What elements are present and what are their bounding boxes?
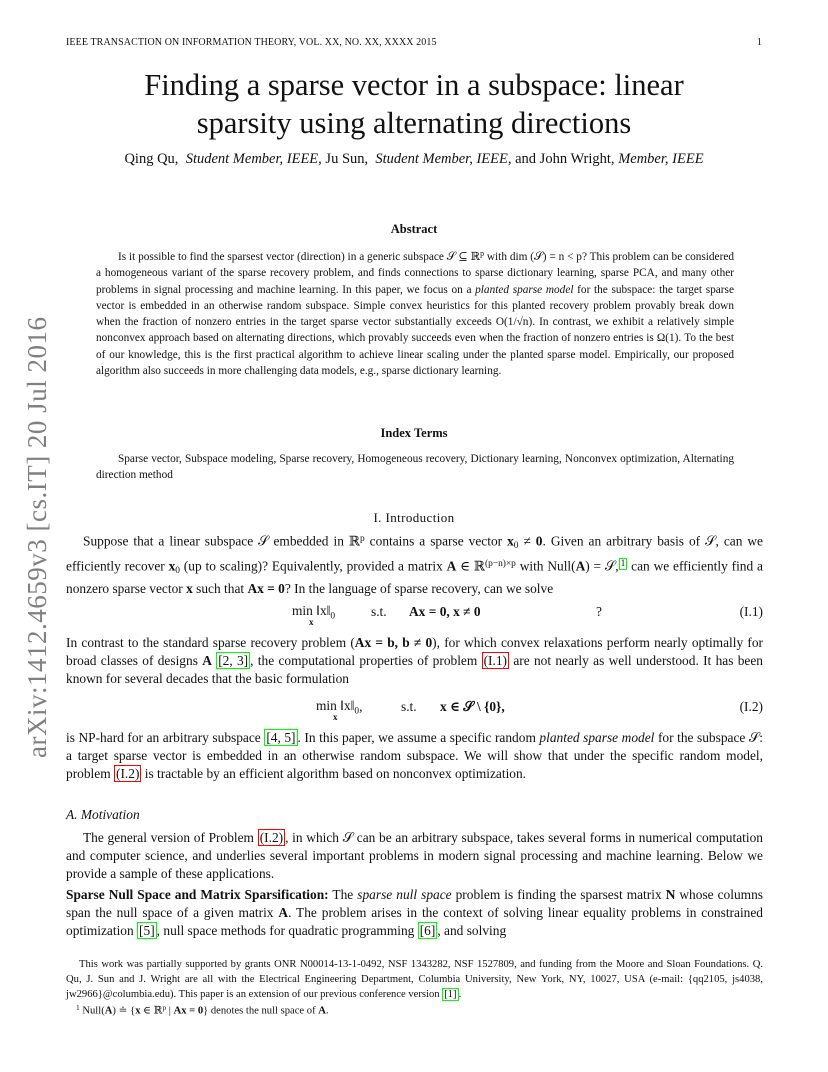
grant-footnote: This work was partially supported by grants ONR N00014-13-1-0492, NSF 1343282, NSF 1527809, and funding from the Moore and Sloan Foundations. Q. Qu, J. Sun and J. Wright are all with the Electrical Engineering Department, Columbia University, New York, NY, 10027, USA (e-mail: {qq2105, js4038, jw2966}@columbia.edu). This paper is an extension of our previous conference version [1] . [66, 959, 763, 1000]
author-1-role: Student Member, IEEE, [185, 151, 322, 167]
intro-paragraph-2: In contrast to the standard sparse recovery problem (Ax = b, b ≠ 0), for which convex relaxations perform nearly optimally for broad classes of designs A [2, 3] , the computational properties of problem (I.1) are not nearly as well understood. It has been known for several decades that the basic formulation [66, 635, 763, 686]
author-list [60, 151, 768, 168]
abstract-heading: Abstract [390, 222, 438, 236]
author-2: Ju Sun, [325, 151, 369, 167]
running-header [66, 37, 762, 48]
citation-4-5[interactable]: [4, 5] [266, 730, 296, 745]
eq1-question: ? [596, 604, 602, 619]
journal-header: IEEE TRANSACTION ON INFORMATION THEORY, VOL. XX, NO. XX, XXXX 2015 [66, 37, 437, 48]
author-1: Qing Qu, [124, 151, 179, 167]
index-terms-heading: Index Terms [380, 426, 448, 440]
ref-eq-I-1[interactable]: (I.1) [483, 653, 508, 668]
motivation-heading: A. Motivation [66, 807, 140, 822]
intro-paragraph-3: is NP-hard for an arbitrary subspace [4, 5] . In this paper, we assume a specific random planted sparse model for the subspace 𝒮: a target sparse vector is embedded in an otherwise random subspace. We will show that under the specific random model, problem (I.2) is tractable by an efficient algorithm based on nonconvex optimization. [66, 730, 763, 781]
author-2-role: Student Member, IEEE, [375, 151, 512, 167]
motivation-paragraph-1: The general version of Problem (I.2) , in which 𝒮 can be an arbitrary subspace, takes several forms in numerical computation and computer science, and underlies several important problems in modern signal processing and machine learning. Below we provide a sample of these applications. [66, 830, 763, 881]
title-line-1: Finding a sparse vector in a subspace: linear [144, 68, 684, 102]
abstract-body: Is it possible to find the sparsest vector (direction) in a generic subspace 𝒮 ⊆ ℝ$^p$ with dim (𝒮) = n < p? This problem can be considered a homogeneous variant of the sparse recovery problem, and finds connections to sparse dictionary learning, sparse PCA, and many other problems in signal processing and machine learning. In this paper, we focus on a planted sparse model for the subspace: the target sparse vector is embedded in an otherwise random subspace. Simple convex heuristics for this planted recovery problem provably break down when the fraction of nonzero entries in the target sparse vector substantially exceeds O(1/√n). In contrast, we exhibit a relatively simple nonconvex approach based on alternating directions, which provably succeeds even when the fraction of nonzero entries is Ω(1). To the best of our knowledge, this is the first practical algorithm to achieve linear scaling under the planted sparse model. Empirically, our proposed algorithm also succeeds in more challenging data models, e.g., sparse dictionary learning. [96, 249, 734, 378]
author-3: and John Wright, [515, 151, 615, 167]
author-3-role: Member, IEEE [618, 151, 704, 167]
equation-I-1 [66, 604, 763, 634]
eq1-constraint: Ax = 0, x ≠ 0 [409, 604, 481, 619]
footnote-1-link[interactable]: 1 [620, 559, 626, 570]
ref-eq-I-2[interactable]: (I.2) [115, 766, 140, 781]
eq2-st: s.t. [401, 699, 417, 714]
intro-paragraph-1: Suppose that a linear subspace 𝒮 embedded in ℝ$^p$ contains a sparse vector $x_0 \ne 0$. Given an arbitrary basis of 𝒮, can we efficiently recover $x_0$ (up to scaling)? Equivalently, provided a matrix A ∈ ℝ$^{(p-n)\times p}$ with Null(A) = 𝒮, $^1$ can we efficiently find a nonzero sparse vector x such that Ax = 0? In the language of sparse recovery, can we solve [66, 533, 763, 597]
introduction-heading: I. Introduction [373, 510, 455, 525]
citation-2-3[interactable]: [2, 3] [218, 653, 249, 668]
eq2-objective: min ‖x‖ x $_0$, [316, 698, 363, 723]
eq1-st: s.t. [371, 604, 387, 619]
eq1-objective: min ‖x‖ x $_0$ [292, 603, 336, 628]
arxiv-id: arXiv:1412.4659v3 [cs.IT] 20 Jul 2016 [22, 316, 52, 758]
eq1-number: (I.1) [739, 604, 763, 619]
eq2-constraint: x ∈ 𝒮 \ {0}, [440, 699, 505, 714]
page-number: 1 [756, 37, 762, 48]
equation-I-2 [66, 699, 763, 729]
motivation-paragraph-2: Sparse Null Space and Matrix Sparsification: The sparse null space problem is finding the sparsest matrix N whose columns span the null space of a given matrix A. The problem arises in the context of solving linear equality problems in constrained optimization [5] , null space methods for quadratic programming [6] , and solving [66, 887, 764, 938]
index-terms-body: Sparse vector, Subspace modeling, Sparse recovery, Homogeneous recovery, Dictionary learning, Nonconvex optimization, Alternating direction method [96, 453, 734, 482]
citation-6[interactable]: [6] [419, 923, 436, 938]
citation-1[interactable]: [1] [444, 989, 457, 1000]
citation-5[interactable]: [5] [139, 923, 155, 938]
eq2-number: (I.2) [739, 699, 763, 714]
paper-title [60, 66, 768, 142]
footnote-1: $^1$ Null(A) ≐ {x ∈ ℝ$^p$ | Ax = 0} denotes the null space of A. [76, 1003, 329, 1017]
ref-eq-I-2-b[interactable]: (I.2) [259, 830, 284, 845]
title-line-2: sparsity using alternating directions [196, 106, 632, 140]
